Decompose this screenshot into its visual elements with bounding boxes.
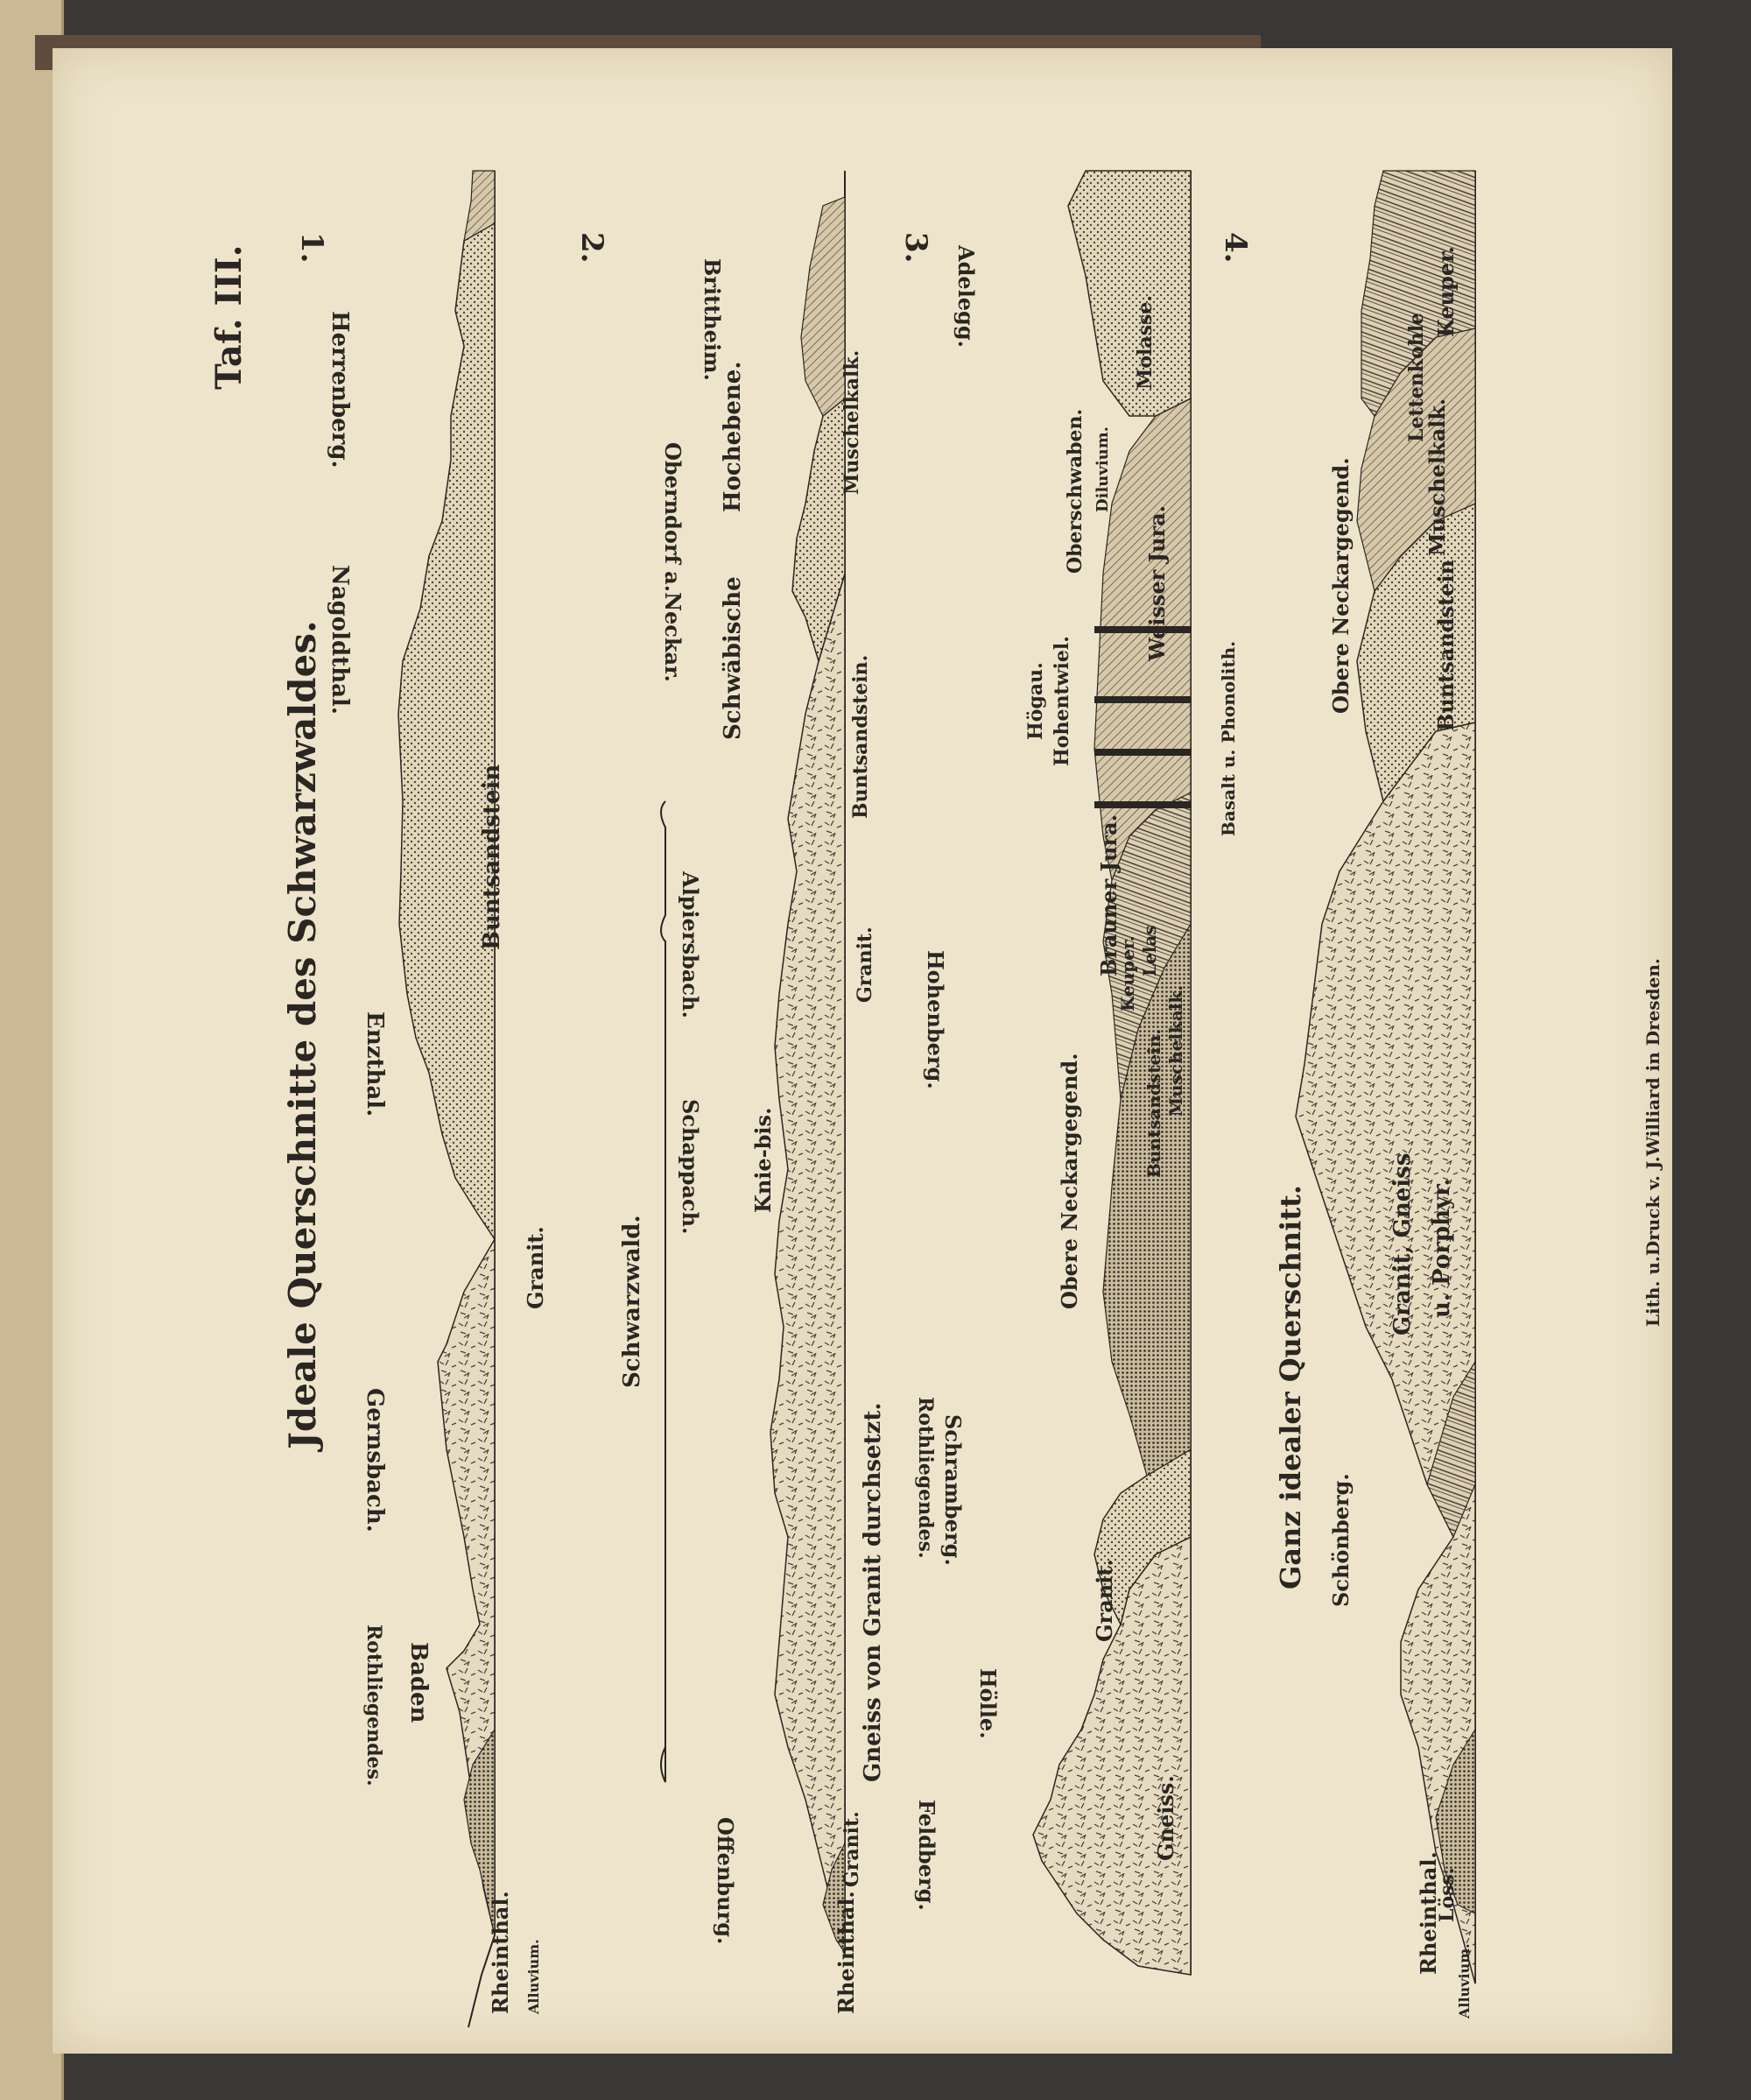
schwarzwald-brace: [661, 801, 665, 1782]
p3-oberschwaben: Oberschwaben.: [1064, 408, 1086, 574]
p3-molasse: Molasse.: [1134, 294, 1157, 390]
molasse-layer-3: [1068, 171, 1191, 416]
p3-muschelkalk: Muschelkalk.: [1165, 984, 1186, 1117]
p3-feldberg: Feldberg.: [914, 1800, 939, 1911]
p3-basalt-phonolith: Basalt u. Phonolith.: [1218, 640, 1239, 836]
p3-hohentwiel: Hohentwiel.: [1051, 636, 1073, 766]
p3-obere-neckargegend: Obere Neckargegend.: [1057, 1053, 1082, 1309]
p1-enzthal: Enzthal.: [362, 1011, 388, 1117]
p3-granit: Granit.: [1092, 1559, 1117, 1642]
p2-offenburg: Offenburg.: [713, 1817, 738, 1945]
p3-diluvium: Diluvium.: [1093, 426, 1112, 512]
plate-number: Taf. III.: [208, 244, 250, 390]
p3-rothliegendes: Rothliegendes.: [914, 1397, 937, 1559]
p4-lettenkohle: Lettenkohle: [1405, 312, 1428, 442]
p1-nagoldthal: Nagoldthal.: [327, 565, 353, 715]
p4-alluvium: Alluvium.: [1456, 1943, 1473, 2019]
plate-page: [53, 48, 1672, 2054]
p4-porphyr: u. Porphyr.: [1429, 1178, 1455, 1318]
p4-muschelkalk: Muschelkalk.: [1424, 398, 1450, 556]
p1-baden: Baden: [405, 1642, 432, 1723]
p1-gernsbach: Gernsbach.: [362, 1388, 388, 1533]
p2-gneiss: Gneiss von Granit durchsetzt.: [860, 1402, 886, 1782]
profile-3-number: 3.: [898, 232, 933, 264]
p4-keuper: Keuper.: [1433, 246, 1459, 337]
profile-2-number: 2.: [574, 232, 609, 264]
p2-kniebis: Knie-bis.: [750, 1107, 776, 1213]
printer-credit: Lith. u.Druck v. J.Williard in Dresden.: [1642, 958, 1663, 1327]
p2-alpiersbach: Alpiersbach.: [678, 871, 703, 1018]
p2-schwarzwald: Schwarzwald.: [619, 1215, 645, 1388]
p3-gneiss: Gneiss.: [1153, 1775, 1178, 1861]
p1-rothliegendes: Rothliegendes.: [362, 1624, 385, 1786]
p1-granit: Granit.: [523, 1226, 548, 1309]
profile-4-number: 4.: [1218, 232, 1253, 264]
granit-layer-2: [770, 574, 845, 1953]
p3-hoelle: Hölle.: [975, 1668, 1001, 1739]
p3-weisser-jura: Weisser Jura.: [1144, 504, 1170, 661]
p2-granit-a: Granit.: [840, 1811, 863, 1887]
p2-buntsandstein: Buntsandstein.: [849, 654, 872, 819]
p2-brittheim: Brittheim.: [700, 258, 725, 381]
p3-hoegau: Högau.: [1024, 662, 1047, 740]
p3-hohenberg: Hohenberg.: [923, 950, 948, 1089]
plate-title: Jdeale Querschnitte des Schwarzwaldes.: [281, 620, 324, 1449]
p2-granit-b: Granit.: [854, 927, 876, 1003]
p4-rheinthal: Rheinthal.: [1416, 1851, 1441, 1975]
p3-lelas: Lelas: [1139, 925, 1160, 976]
p2-schappach: Schappach.: [678, 1099, 703, 1235]
p2-schwaebische: Schwäbische: [720, 576, 746, 740]
p1-alluvium: Alluvium.: [525, 1939, 542, 2014]
p2-muschelkalk: Muschelkalk.: [840, 349, 863, 495]
p1-buntsandstein: Buntsandstein: [479, 764, 505, 950]
p4-granit-gneiss: Granit, Gneiss: [1389, 1152, 1416, 1335]
p3-buntsandstein: Buntsandstein.: [1143, 1028, 1164, 1178]
profile-2: [661, 171, 845, 1953]
p4-obere-neckargegend: Obere Neckargegend.: [1328, 457, 1354, 714]
p3-brauner-jura: Brauner Jura.: [1096, 814, 1122, 976]
p3-schramberg: Schramberg.: [940, 1414, 966, 1566]
p1-herrenberg: Herrenberg.: [327, 311, 353, 469]
p2-oberndorf: Oberndorf a.Neckar.: [660, 442, 686, 682]
profile-1-number: 1.: [294, 232, 329, 264]
p3-keuper: Keuper.: [1117, 935, 1138, 1011]
muschelkalk-2: [801, 197, 845, 416]
p1-rheinthal: Rheinthal.: [488, 1891, 513, 2014]
p4-loess: Löss.: [1436, 1867, 1459, 1922]
p2-rheinthal: Rheinthal.: [833, 1891, 859, 2014]
plate-drawing: [53, 48, 1672, 2054]
p3-adelegg: Adelegg.: [953, 245, 979, 348]
p4-buntsandstein: Buntsandstein: [1433, 560, 1459, 731]
p4-schoenberg: Schönberg.: [1328, 1473, 1354, 1607]
buntsandstein-1: [398, 223, 495, 1239]
p2-hochebene: Hochebene.: [720, 361, 746, 512]
p4-title: Ganz idealer Querschnitt.: [1274, 1184, 1307, 1589]
profile-1: [398, 171, 495, 2027]
